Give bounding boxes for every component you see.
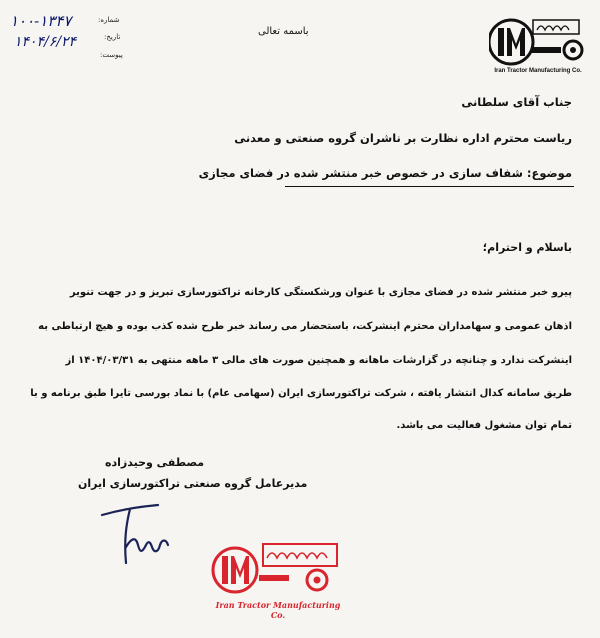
stamp-caption: Iran Tractor Manufacturing Co. [215,600,341,620]
meta-date-label: تاریخ: [104,33,121,41]
meta-attachment-label: پیوست: [100,51,123,59]
subject-underline [285,186,574,187]
body-line: پیرو خبر منتشر شده در فضای مجازی با عنوان ورشکستگی کارخانه تراکتورسازی تبریز و در جهت تنویر [69,287,572,298]
body-line: اینشرکت ندارد و چنانچه در گزارشات ماهانه و همچنین صورت های مالی ۳ ماهه منتهی به ۱۴۰۴/۰۳/۳۱ از [65,355,572,366]
letter-date: ۱۴۰۴/۶/۲۴ [14,34,77,50]
meta-number-label: شماره: [98,16,120,24]
logo-caption: Iran Tractor Manufacturing Co. [494,68,582,74]
body-line: تمام توان مشغول فعالیت می باشد. [396,420,572,431]
basmala: باسمه تعالی [258,26,309,37]
letter-number: ۱۰۰-۱۳۴۷ [10,12,72,30]
subject-line: موضوع: شفاف سازی در خصوص خبر منتشر شده در فضای مجازی [198,166,572,180]
recipient-title: ریاست محترم اداره نظارت بر ناشران گروه صنعتی و معدنی [234,131,572,145]
signatory-position: مدیرعامل گروه صنعتی تراکتورسازی ایران [78,477,308,490]
signatory-name: مصطفی وحیدزاده [105,456,205,469]
recipient-name: جناب آقای سلطانی [461,95,572,109]
body-line: اذهان عمومی و سهامداران محترم اینشرکت، باستحضار می رساند خبر طرح شده کذب بوده و هیچ ارتباطی به [38,321,572,332]
signature [96,497,204,567]
greeting: باسلام و احترام؛ [482,241,572,254]
body-line: طریق سامانه کدال انتشار یافته ، شرکت تراکتورسازی ایران (سهامی عام) با نماد بورسی تایرا طبق برنامه و با [30,388,572,399]
